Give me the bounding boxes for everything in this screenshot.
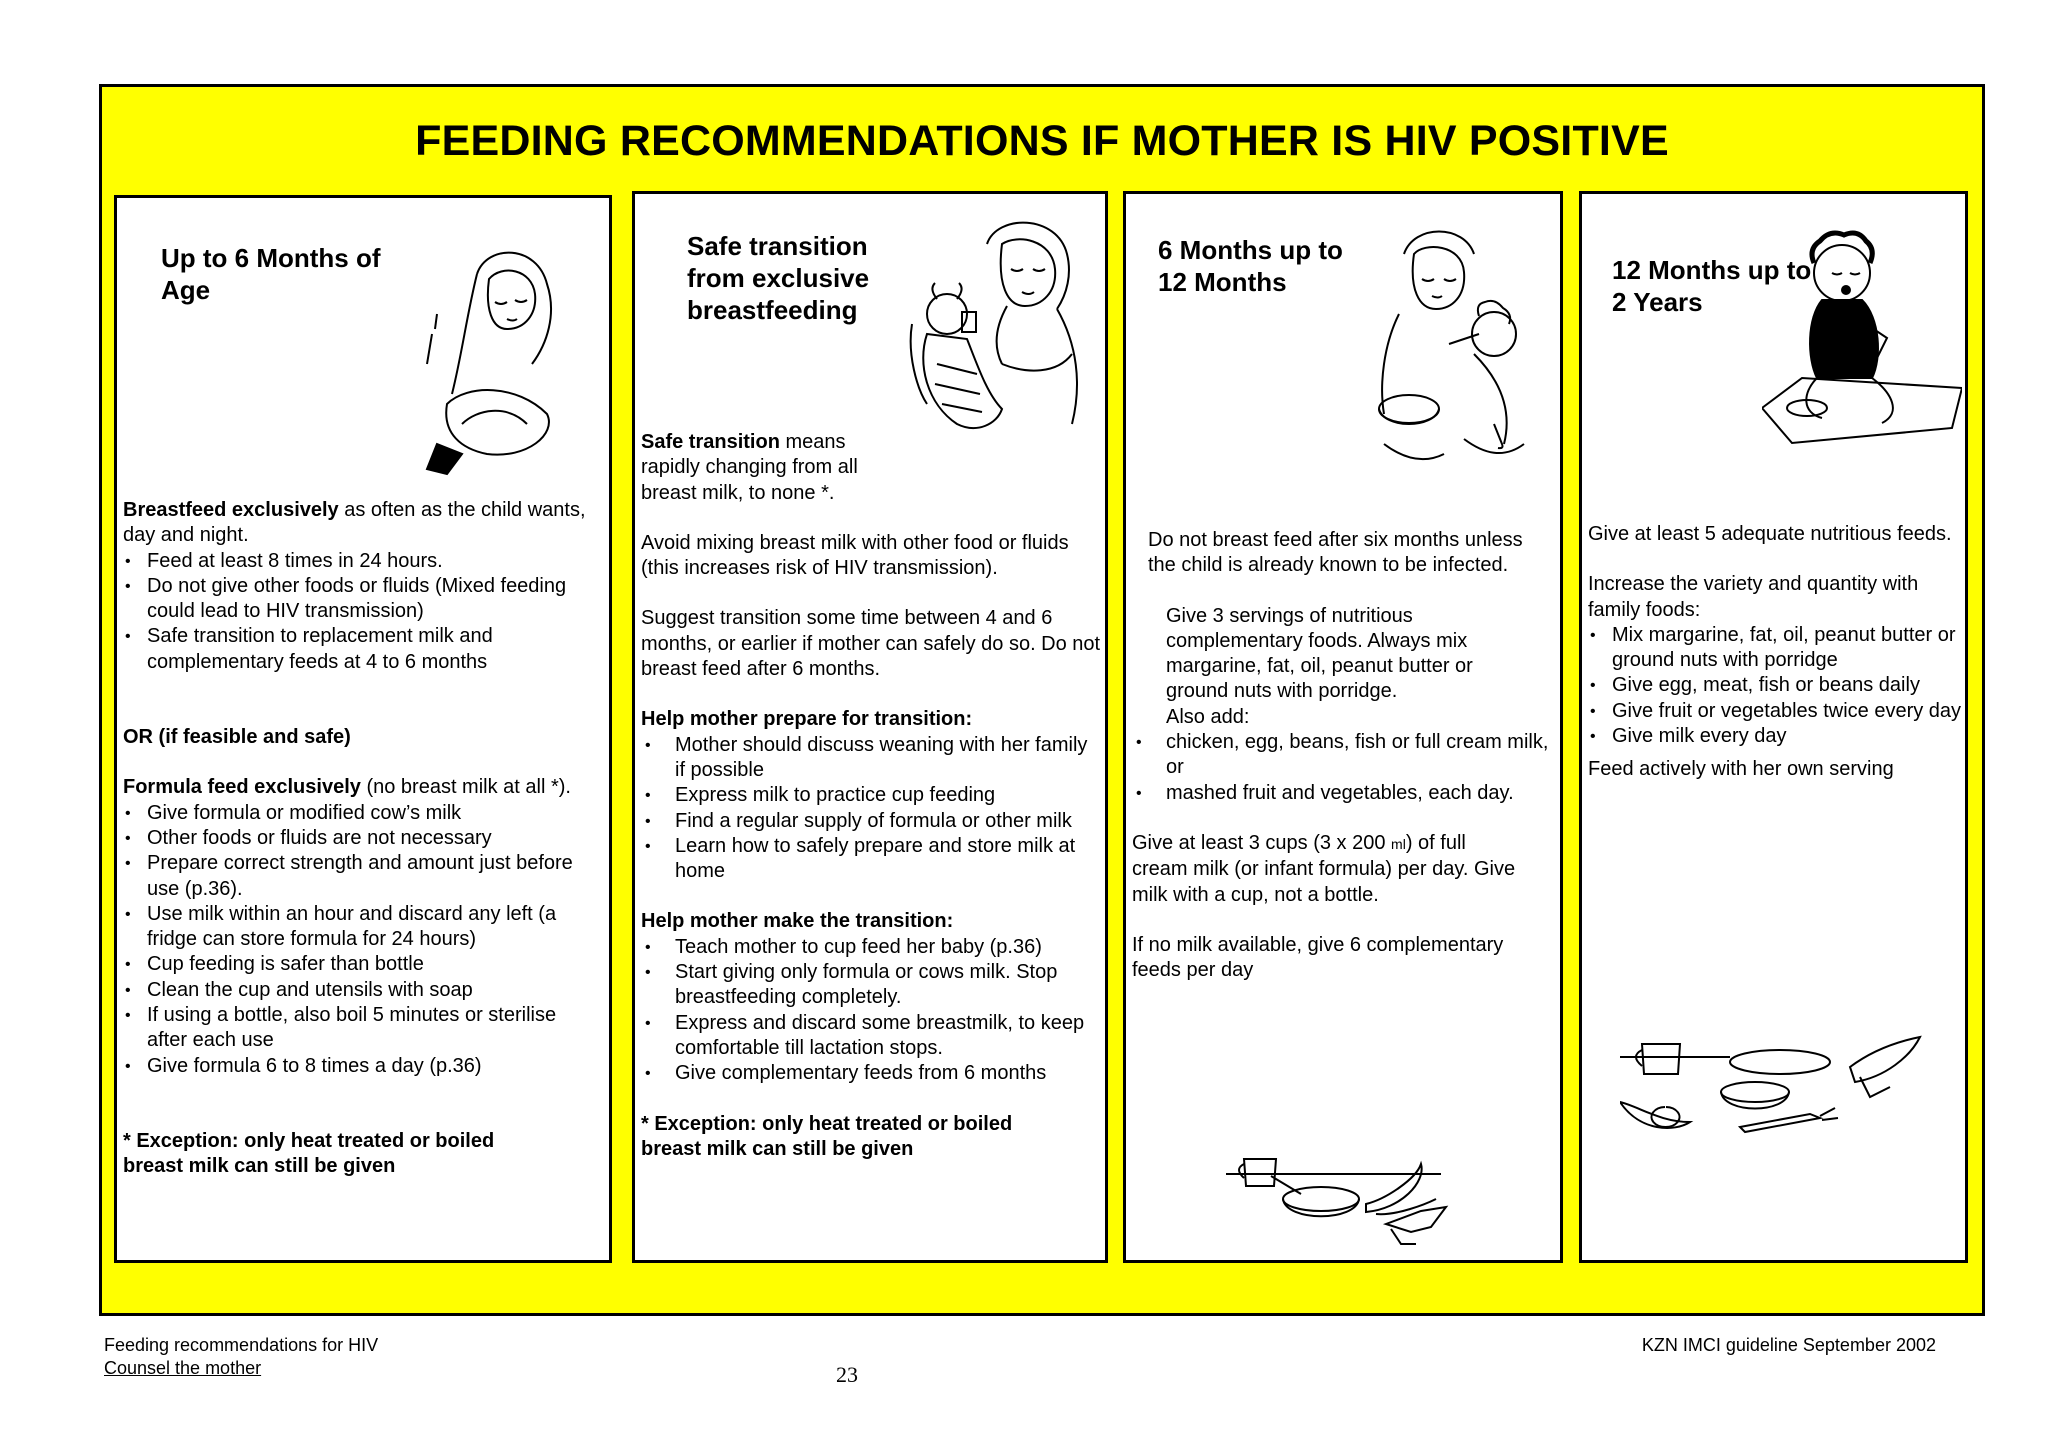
cups-text-rest: ) of full cream milk (or infant formula) per day. Give milk with a cup, not a bottle. bbox=[1132, 831, 1516, 906]
panel-safe-transition bbox=[632, 191, 1108, 1263]
panel-body bbox=[1588, 522, 1964, 783]
formula-rest: (no breast milk at all *). bbox=[360, 776, 571, 799]
page-number: 23 bbox=[836, 1362, 858, 1387]
list-item: • Start giving only formula or cows milk. Stop breastfeeding completely. bbox=[641, 960, 1101, 1011]
list-item: • Feed at least 8 times in 24 hours. bbox=[123, 549, 601, 574]
panel-12-months-to-2-years bbox=[1579, 191, 1968, 1263]
intro-bold: Breastfeed exclusively bbox=[123, 499, 339, 521]
panel-up-to-6-months bbox=[114, 195, 612, 1263]
cup-bowl-bananas-illustration bbox=[1226, 1154, 1476, 1254]
list-item: • Give milk every day bbox=[1588, 724, 1964, 749]
yellow-frame bbox=[99, 84, 1985, 1316]
paragraph: Give 3 servings of nutritious complementary foods. Always mix margarine, fat, oil, peanut butter or ground nuts with porridge. bbox=[1166, 604, 1473, 703]
list-item: • chicken, egg, beans, fish or full cream milk, or bbox=[1132, 730, 1552, 781]
paragraph: Increase the variety and quantity with family foods: bbox=[1588, 573, 1919, 621]
panel-heading: 6 Months up to 12 Months bbox=[1158, 235, 1343, 297]
paragraph: Do not breast feed after six months unless the child is already known to be infected. bbox=[1148, 529, 1523, 577]
exception-note: * Exception: only heat treated or boiled breast milk can still be given bbox=[123, 1129, 495, 1178]
paragraph: Avoid mixing breast milk with other food or fluids (this increases risk of HIV transmission). bbox=[641, 531, 1069, 580]
panel-heading: Up to 6 Months of Age bbox=[161, 243, 381, 305]
formula-bold: Formula feed exclusively bbox=[123, 776, 361, 799]
list-item: • Clean the cup and utensils with soap bbox=[123, 978, 601, 1003]
panel-6-to-12-months bbox=[1123, 191, 1563, 1263]
formula-bullets bbox=[123, 801, 601, 1079]
paragraph: Give at least 5 adequate nutritious feeds. bbox=[1588, 523, 1952, 545]
paragraph: If no milk available, give 6 complementary feeds per day bbox=[1132, 933, 1504, 982]
panel-heading: Safe transition from exclusive breastfeeding bbox=[687, 231, 870, 325]
also-add-label: Also add: bbox=[1166, 705, 1250, 728]
paragraph: Suggest transition some time between 4 and 6 months, or earlier if mother can safely do so. Do not breast feed after 6 months. bbox=[641, 607, 1101, 681]
mother-cup-feeding-illustration bbox=[907, 214, 1087, 444]
list-item: • Safe transition to replacement milk and complementary feeds at 4 to 6 months bbox=[123, 624, 601, 675]
definition-bold: Safe transition bbox=[641, 431, 780, 453]
panel-body bbox=[641, 430, 1101, 1162]
panel-heading: 12 Months up to 2 Years bbox=[1612, 255, 1812, 317]
list-item: • Prepare correct strength and amount just before use (p.36). bbox=[123, 851, 601, 902]
panel-body bbox=[123, 498, 601, 1180]
page-title: FEEDING RECOMMENDATIONS IF MOTHER IS HIV POSITIVE bbox=[415, 117, 1669, 165]
breastfeed-bullets bbox=[123, 549, 601, 675]
cups-text: Give at least 3 cups (3 x 200 bbox=[1132, 831, 1392, 854]
exception-note: * Exception: only heat treated or boiled breast milk can still be given bbox=[641, 1112, 1013, 1160]
panel-body bbox=[1132, 528, 1552, 983]
mother-spoon-feeding-illustration bbox=[1364, 224, 1544, 474]
list-item: • Find a regular supply of formula or other milk bbox=[641, 809, 1101, 834]
footer-link-counsel-mother: Counsel the mother bbox=[104, 1358, 262, 1378]
list-item: • Teach mother to cup feed her baby (p.36) bbox=[641, 935, 1101, 960]
make-heading: Help mother make the transition: bbox=[641, 910, 954, 933]
list-item: • Cup feeding is safer than bottle bbox=[123, 952, 601, 977]
list-item: • Give fruit or vegetables twice every day bbox=[1588, 699, 1964, 724]
intro-rest: as often as the child wants, day and night. bbox=[123, 499, 586, 547]
footer-section-label: Feeding recommendations for HIV bbox=[104, 1335, 379, 1355]
list-item: • Give egg, meat, fish or beans daily bbox=[1588, 673, 1964, 698]
prepare-bullets bbox=[641, 733, 1101, 885]
prepare-heading: Help mother prepare for transition: bbox=[641, 708, 973, 731]
list-item: • Express milk to practice cup feeding bbox=[641, 783, 1101, 808]
add-bullets bbox=[1132, 730, 1552, 806]
list-item: • Learn how to safely prepare and store milk at home bbox=[641, 834, 1101, 885]
list-item: • Mother should discuss weaning with her family if possible bbox=[641, 733, 1101, 784]
definition-rest: means rapidly changing from all breast milk, to none *. bbox=[641, 431, 858, 504]
list-item: • mashed fruit and vegetables, each day. bbox=[1132, 781, 1552, 806]
paragraph: Feed actively with her own serving bbox=[1588, 758, 1894, 781]
mother-breastfeeding-illustration bbox=[407, 234, 577, 484]
list-item: • Do not give other foods or fluids (Mixed feeding could lead to HIV transmission) bbox=[123, 574, 601, 625]
family-food-bullets bbox=[1588, 623, 1964, 749]
list-item: • Use milk within an hour and discard any left (a fridge can store formula for 24 hours) bbox=[123, 902, 601, 953]
list-item: • Mix margarine, fat, oil, peanut butter or ground nuts with porridge bbox=[1588, 623, 1964, 674]
footer-guideline-date: KZN IMCI guideline September 2002 bbox=[1641, 1335, 1936, 1355]
list-item: • Give formula 6 to 8 times a day (p.36) bbox=[123, 1054, 601, 1079]
foods-and-cooking-pot-illustration bbox=[1620, 1032, 1940, 1142]
make-bullets bbox=[641, 935, 1101, 1087]
list-item: • Give complementary feeds from 6 months bbox=[641, 1061, 1101, 1086]
or-heading: OR (if feasible and safe) bbox=[123, 726, 351, 749]
child-eating-illustration bbox=[1762, 228, 1962, 448]
list-item: • Express and discard some breastmilk, to keep comfortable till lactation stops. bbox=[641, 1011, 1101, 1062]
list-item: • If using a bottle, also boil 5 minutes or sterilise after each use bbox=[123, 1003, 601, 1054]
list-item: • Give formula or modified cow’s milk bbox=[123, 801, 601, 826]
list-item: • Other foods or fluids are not necessary bbox=[123, 826, 601, 851]
cups-unit: ml bbox=[1391, 835, 1406, 852]
